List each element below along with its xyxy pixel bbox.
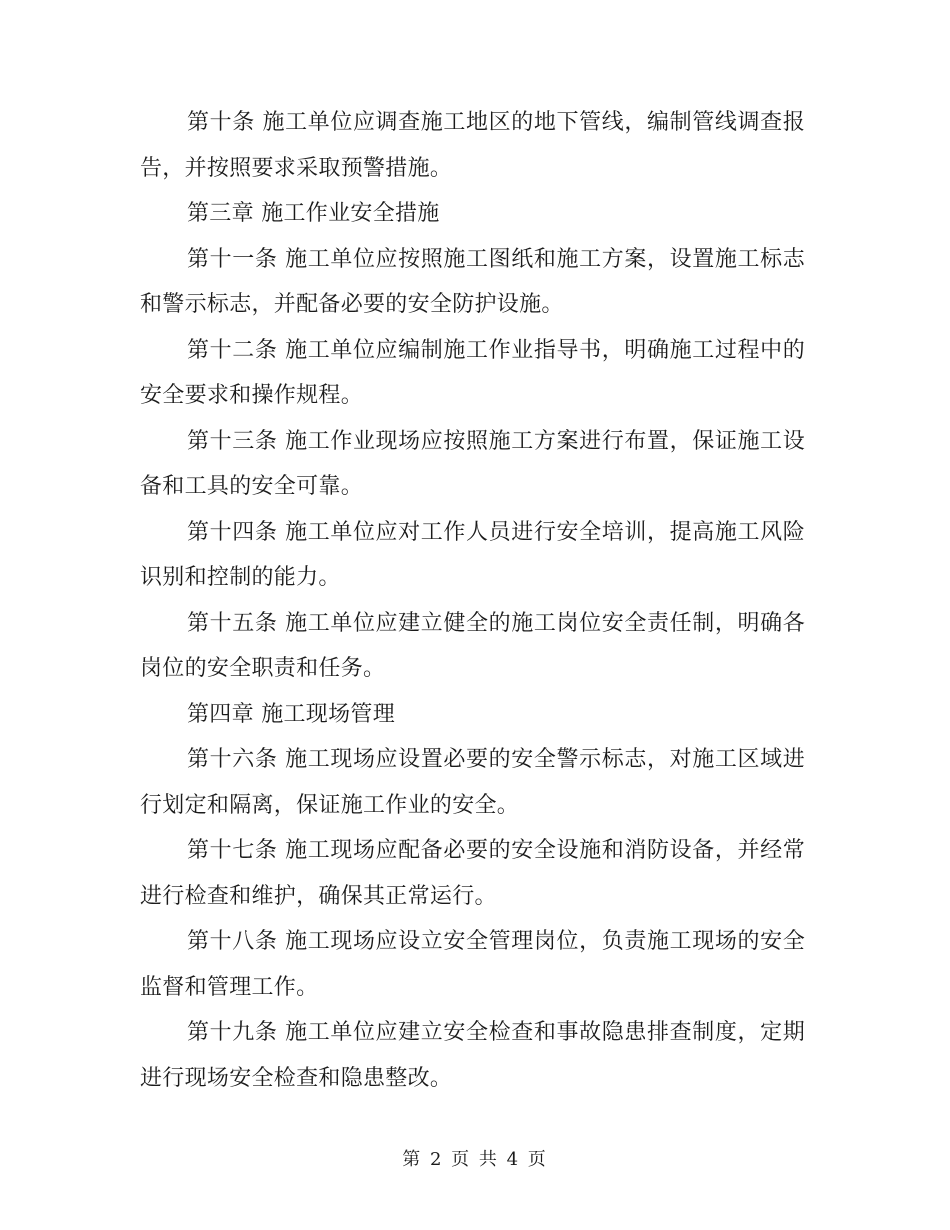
paragraph-article-15: 第十五条 施工单位应建立健全的施工岗位安全责任制，明确各岗位的安全职责和任务。 [140, 610, 805, 681]
paragraph-article-17: 第十七条 施工现场应配备必要的安全设施和消防设备，并经常进行检查和维护，确保其正常运行。 [140, 838, 805, 909]
paragraph-article-13: 第十三条 施工作业现场应按照施工方案进行布置，保证施工设备和工具的安全可靠。 [140, 428, 805, 499]
document-body [140, 100, 805, 1101]
chapter-heading-3: 第三章 施工作业安全措施 [187, 201, 440, 226]
paragraph-article-18: 第十八条 施工现场应设立安全管理岗位，负责施工现场的安全监督和管理工作。 [140, 929, 805, 1000]
page-number-footer: 第 2 页 共 4 页 [402, 1149, 548, 1170]
paragraph-article-19: 第十九条 施工单位应建立安全检查和事故隐患排查制度，定期进行现场安全检查和隐患整改。 [140, 1020, 805, 1091]
chapter-heading-4: 第四章 施工现场管理 [187, 701, 395, 727]
paragraph-article-14: 第十四条 施工单位应对工作人员进行安全培训，提高施工风险识别和控制的能力。 [140, 519, 805, 590]
paragraph-article-12: 第十二条 施工单位应编制施工作业指导书，明确施工过程中的安全要求和操作规程。 [140, 337, 805, 408]
paragraph-article-10: 第十条 施工单位应调查施工地区的地下管线，编制管线调查报告，并按照要求采取预警措施。 [140, 110, 805, 181]
paragraph-article-11: 第十一条 施工单位应按照施工图纸和施工方案，设置施工标志和警示标志，并配备必要的安全防护设施。 [140, 246, 805, 317]
paragraph-article-16: 第十六条 施工现场应设置必要的安全警示标志，对施工区域进行划定和隔离，保证施工作业的安全。 [140, 747, 805, 818]
